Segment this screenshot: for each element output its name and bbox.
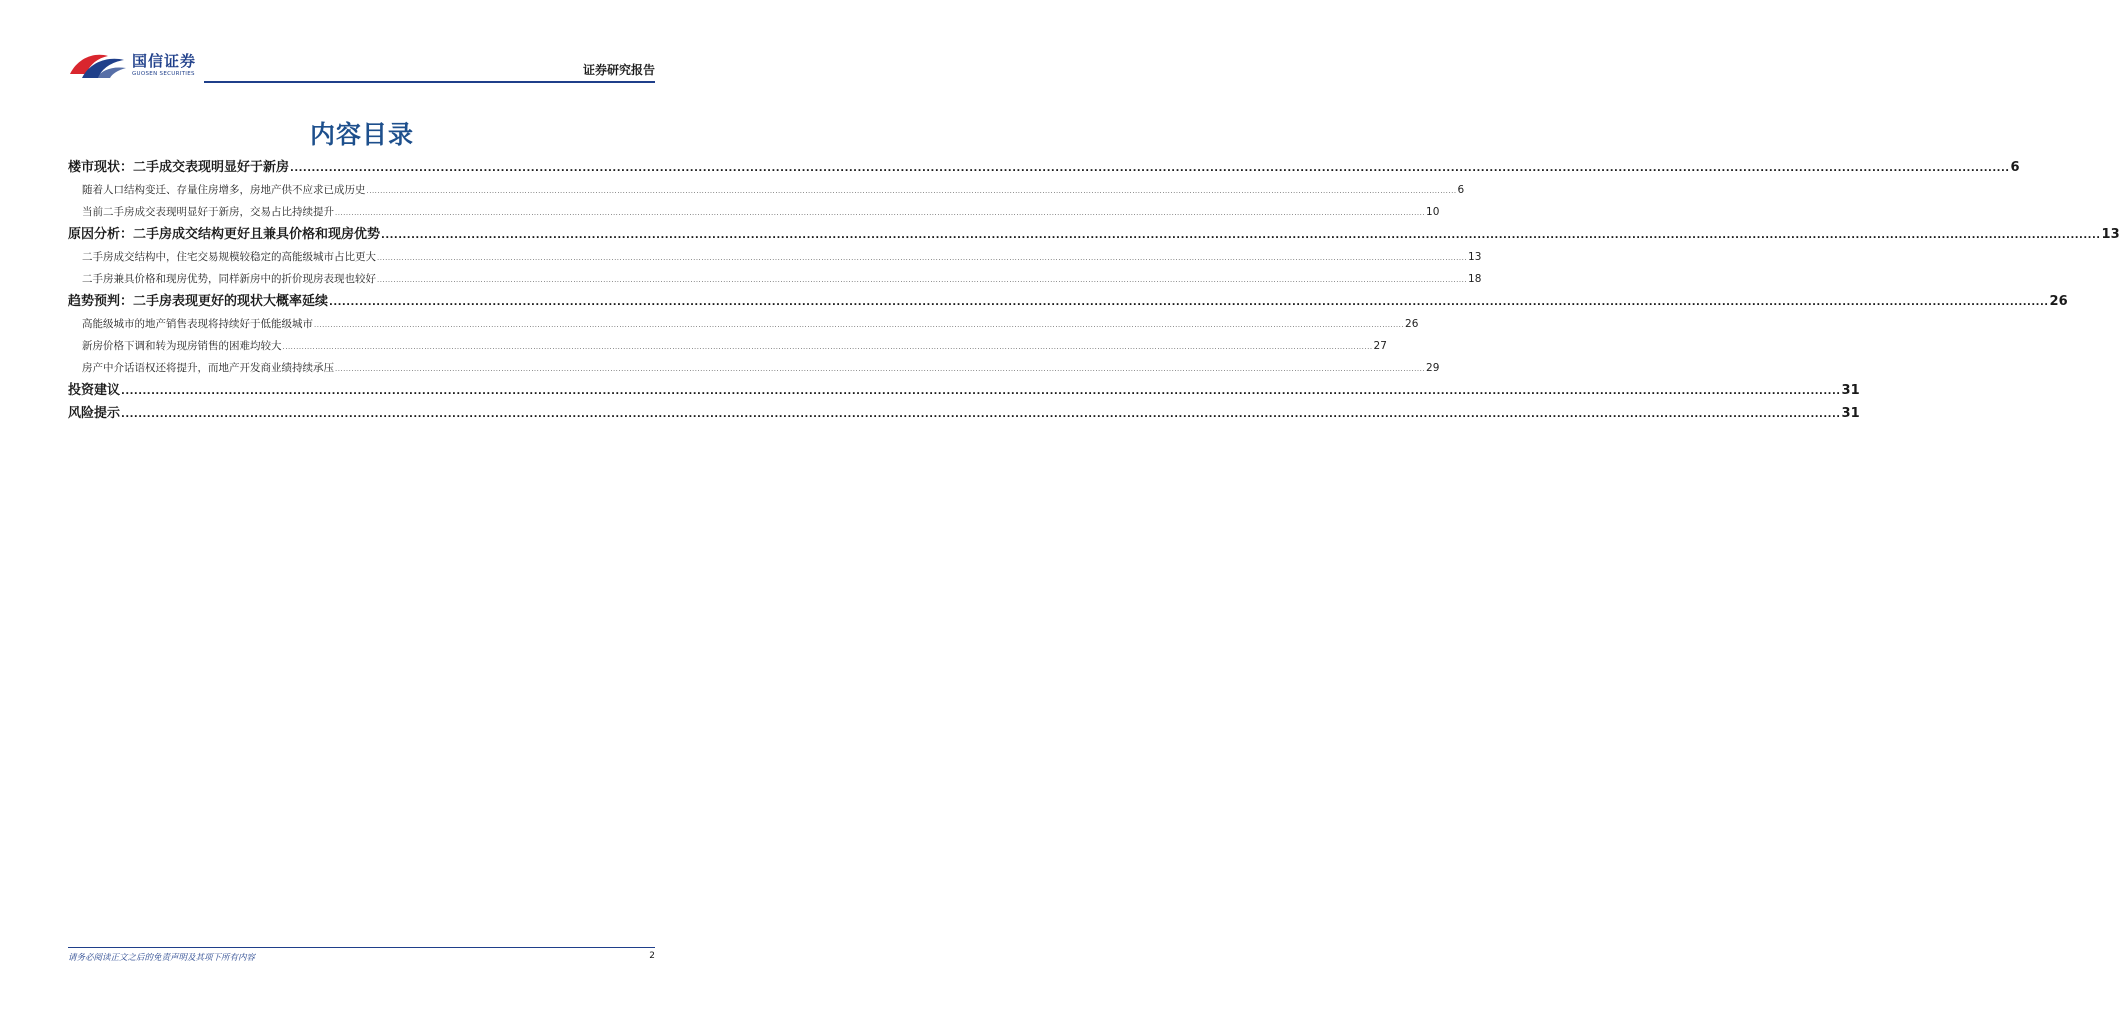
toc-subsection[interactable]: [68, 179, 1465, 201]
toc-entry-page: 18: [1468, 273, 1482, 285]
page-header: [68, 48, 655, 84]
toc-section[interactable]: [68, 402, 1860, 425]
toc-entry-title: 当前二手房成交表现明显好于新房，交易占比持续提升: [82, 206, 334, 218]
toc-entry-page: 10: [1426, 206, 1440, 218]
toc-dot-leader: ................................................................................................................................................................................................................................................................................................................................................................................................................: [335, 365, 1426, 373]
guosen-logo: [68, 48, 196, 82]
toc-entry-title: 随着人口结构变迁、存量住房增多，房地产供不应求已成历史: [82, 184, 366, 196]
toc-title: 内容目录: [309, 120, 414, 149]
toc-dot-leader: ................................................................................................................................................................................................................................................................................................................................................................................................................: [282, 343, 1373, 351]
toc-dot-leader: ................................................................................................................................................................................................................................................................................................................................................................................................................: [121, 386, 1841, 397]
toc-entry-page: 31: [1841, 406, 1860, 421]
toc-dot-leader: ................................................................................................................................................................................................................................................................................................................................................................................................................: [329, 297, 2049, 308]
toc-subsection[interactable]: [68, 313, 1419, 335]
toc-entry-title: 投资建议: [68, 383, 121, 398]
logo-chinese-name: 国信证券: [132, 52, 197, 70]
toc-entry-page: 29: [1426, 362, 1440, 374]
toc-entry-title: 趋势预判：二手房表现更好的现状大概率延续: [68, 294, 329, 309]
toc-dot-leader: ................................................................................................................................................................................................................................................................................................................................................................................................................: [290, 163, 2010, 174]
page-number: 2: [649, 951, 655, 961]
toc-entry-page: 6: [1457, 184, 1465, 196]
toc-entry-title: 楼市现状：二手成交表现明显好于新房: [68, 160, 290, 175]
toc-entry-page: 27: [1373, 340, 1387, 352]
toc-subsection[interactable]: [68, 246, 1482, 268]
logo-english-name: GUOSEN SECURITIES: [132, 71, 195, 77]
report-type-label: 证券研究报告: [582, 63, 655, 77]
toc-entry-title: 原因分析：二手房成交结构更好且兼具价格和现房优势: [68, 227, 381, 242]
toc-dot-leader: ................................................................................................................................................................................................................................................................................................................................................................................................................: [314, 321, 1405, 329]
toc-subsection[interactable]: [68, 268, 1482, 290]
guosen-logo-icon: [68, 48, 128, 82]
toc-subsection[interactable]: [68, 335, 1387, 357]
table-of-contents: [68, 156, 2120, 425]
toc-section[interactable]: [68, 290, 2068, 313]
footer-divider: [68, 947, 655, 948]
toc-entry-title: 风险提示: [68, 406, 121, 421]
toc-section[interactable]: [68, 223, 2120, 246]
toc-entry-page: 26: [1405, 318, 1419, 330]
toc-dot-leader: ................................................................................................................................................................................................................................................................................................................................................................................................................: [366, 187, 1457, 195]
toc-dot-leader: ................................................................................................................................................................................................................................................................................................................................................................................................................: [381, 230, 2101, 241]
toc-entry-title: 新房价格下调和转为现房销售的困难均较大: [82, 340, 282, 352]
toc-entry-title: 二手房兼具价格和现房优势，同样新房中的折价现房表现也较好: [82, 273, 376, 285]
toc-entry-title: 二手房成交结构中，住宅交易规模较稳定的高能级城市占比更大: [82, 251, 376, 263]
toc-entry-page: 6: [2010, 160, 2020, 175]
toc-entry-page: 26: [2049, 294, 2068, 309]
toc-dot-leader: ................................................................................................................................................................................................................................................................................................................................................................................................................: [121, 409, 1841, 420]
toc-dot-leader: ................................................................................................................................................................................................................................................................................................................................................................................................................: [377, 276, 1468, 284]
toc-section[interactable]: [68, 379, 1860, 402]
header-divider: [204, 81, 655, 83]
toc-entry-page: 13: [2101, 227, 2120, 242]
toc-entry-page: 31: [1841, 383, 1860, 398]
toc-entry-title: 高能级城市的地产销售表现将持续好于低能级城市: [82, 318, 313, 330]
toc-dot-leader: ................................................................................................................................................................................................................................................................................................................................................................................................................: [377, 254, 1468, 262]
toc-section[interactable]: [68, 156, 2020, 179]
toc-subsection[interactable]: [68, 357, 1440, 379]
footer-disclaimer: 请务必阅读正文之后的免责声明及其项下所有内容: [68, 953, 256, 963]
toc-subsection[interactable]: [68, 201, 1440, 223]
toc-entry-page: 13: [1468, 251, 1482, 263]
toc-entry-title: 房产中介话语权还将提升，而地产开发商业绩持续承压: [82, 362, 334, 374]
toc-dot-leader: ................................................................................................................................................................................................................................................................................................................................................................................................................: [335, 209, 1426, 217]
